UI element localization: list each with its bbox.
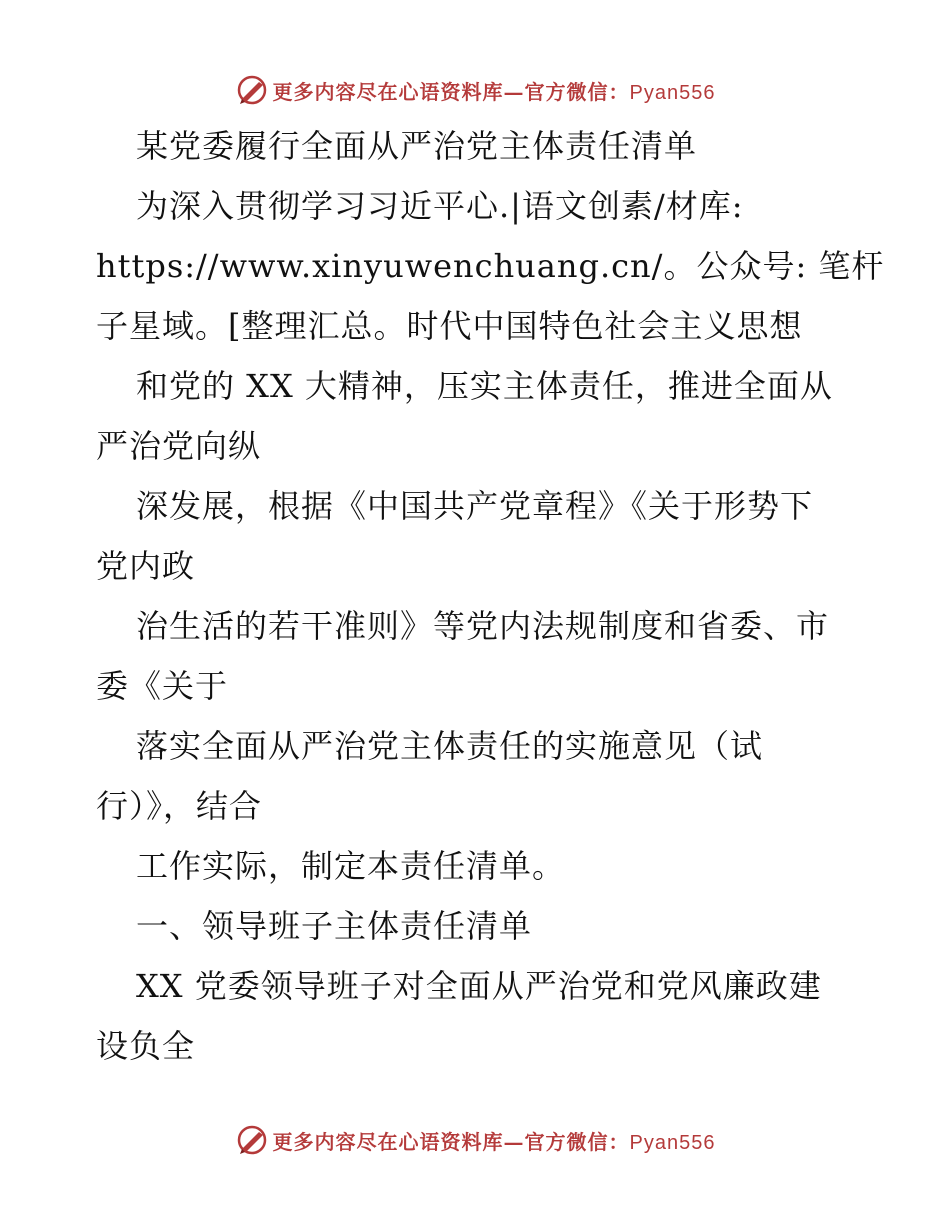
paragraph-line: https://www.xinyuwenchuang.cn/。公众号: 笔杆 <box>96 247 885 285</box>
paragraph-line: XX 党委领导班子对全面从严治党和党风廉政建 <box>136 967 822 1005</box>
paragraph-line: 落实全面从严治党主体责任的实施意见（试 <box>136 727 764 765</box>
watermark-header <box>0 70 950 110</box>
paragraph-line: 党内政 <box>96 547 196 585</box>
watermark-footer <box>0 1120 950 1160</box>
paragraph-line: 治生活的若干准则》等党内法规制度和省委、市 <box>136 607 830 645</box>
paragraph-line: 委《关于 <box>96 667 229 705</box>
paragraph-line: 和党的 XX 大精神，压实主体责任，推进全面从 <box>136 367 833 405</box>
pen-logo-icon <box>235 73 269 107</box>
document-title: 某党委履行全面从严治党主体责任清单 <box>136 127 698 165</box>
document-body <box>96 116 885 1076</box>
pen-logo-icon <box>235 1123 269 1157</box>
watermark-text: 更多内容尽在心语资料库—官方微信：Pyan556 <box>272 1129 716 1154</box>
paragraph-line: 子星域。[整理汇总。时代中国特色社会主义思想 <box>96 307 803 345</box>
paragraph-line: 设负全 <box>96 1027 196 1065</box>
paragraph-line: 工作实际，制定本责任清单。 <box>136 847 566 885</box>
paragraph-line: 为深入贯彻学习习近平心.|语文创素/材库: <box>136 187 744 225</box>
paragraph-line: 行）》，结合 <box>96 787 263 825</box>
paragraph-line: 深发展，根据《中国共产党章程》《关于形势下 <box>136 487 814 525</box>
watermark-text: 更多内容尽在心语资料库—官方微信：Pyan556 <box>272 79 716 104</box>
section-heading: 一、领导班子主体责任清单 <box>136 907 533 945</box>
paragraph-line: 严治党向纵 <box>96 427 262 465</box>
